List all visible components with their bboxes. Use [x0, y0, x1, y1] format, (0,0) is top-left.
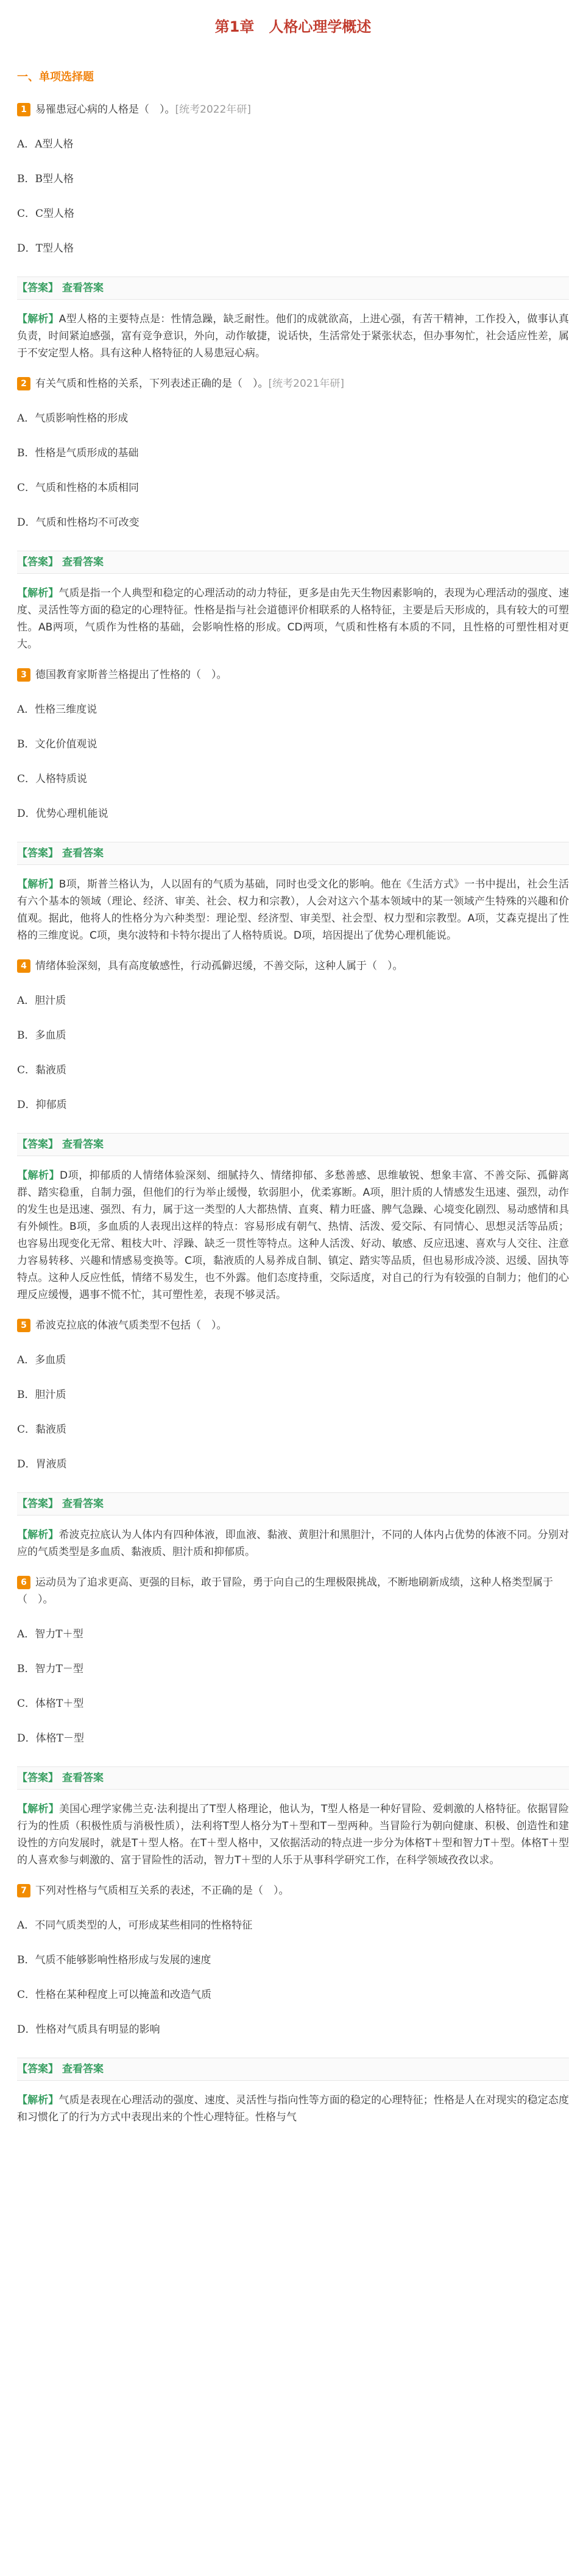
- option-item: D．优势心理机能说: [17, 808, 108, 820]
- option-item: B．多血质: [17, 1029, 66, 1042]
- analysis-text: [17, 2092, 569, 2126]
- option-item: C．黏液质: [17, 1064, 67, 1076]
- option-item: D．胃液质: [17, 1458, 67, 1470]
- view-answer-link[interactable]: 查看答案: [62, 556, 104, 568]
- answer-label: 【答案】: [17, 282, 58, 294]
- option-item: C．体格T＋型: [17, 1698, 84, 1710]
- option-item: B．智力T－型: [17, 1663, 83, 1675]
- option-item: D．抑郁质: [17, 1099, 67, 1111]
- question-number-badge: 7: [17, 1884, 30, 1897]
- analysis-body: D项，抑郁质的人情绪体验深刻、细腻持久、情绪抑郁、多愁善感、思维敏锐、想象丰富、不善交际、孤僻离群、踏实稳重，自制力强，但他们的行为举止缓慢，软弱胆小，优柔寡断。A项，胆汁质的人情感发生迅速、强烈，动作的发生也是迅速、强烈、有力，属于这一类型的人大都热情、直爽、精力旺盛、脾气急躁、心境变化剧烈、易动感情和具有外倾性。B项，多血质的人表现出这样的特点：容易形成有朝气、热情、活泼、爱交际、有同情心、思想灵活等品质；也容易出现变化无常、粗枝大叶、浮躁、缺乏一贯性等特点。这种人活泼、好动、敏感、反应迅速、喜欢与人交往、注意力容易转移、兴趣和情感易变换等。C项，黏液质的人易养成自制、镇定、踏实等品质，但也易形成冷淡、迟缓、固执等特点。这种人反应性低，情绪不易发生，也不外露。他们态度持重，交际适度，对自己的行为有较强的自制力；他们的心理反应缓慢，遇事不慌不忙，其可塑性差，表现不够灵活。: [17, 1170, 570, 1301]
- answer-bar: [17, 551, 569, 574]
- analysis-label: 【解析】: [17, 587, 59, 599]
- option-item: C．气质和性格的本质相同: [17, 482, 139, 494]
- option-item: B．胆汁质: [17, 1389, 66, 1401]
- option-item: A．不同气质类型的人，可形成某些相同的性格特征: [17, 1919, 253, 1932]
- analysis-text: [17, 1167, 569, 1304]
- question-stem: [17, 1317, 569, 1334]
- analysis-label: 【解析】: [17, 1803, 59, 1815]
- analysis-body: 气质是指一个人典型和稳定的心理活动的动力特征，更多是由先天生物因素影响的，表现为心理活动的强度、速度、灵活性等方面的稳定的心理特征。性格是指与社会道德评价相联系的人格特征，主要是后天形成的，具有较大的可塑性。AB两项，气质作为性格的基础，会影响性格的形成。CD两项，气质和性格有本质的不同，且性格的可塑性相对更大。: [17, 587, 570, 651]
- option-item: D．气质和性格均不可改变: [17, 517, 139, 529]
- question-item: [17, 375, 569, 653]
- answer-bar: [17, 1133, 569, 1156]
- view-answer-link[interactable]: 查看答案: [62, 1772, 104, 1784]
- option-item: B．性格是气质形成的基础: [17, 447, 139, 459]
- question-source: [统考2021年研]: [268, 378, 345, 390]
- question-stem: [17, 101, 569, 118]
- analysis-body: 美国心理学家佛兰克·法利提出了T型人格理论，他认为，T型人格是一种好冒险、爱刺激的人格特征。依据冒险行为的性质（积极性质与消极性质），法利将T型人格分为T＋型和T－型两种。当冒险行为朝向健康、积极、创造性和建设性的方向发展时，就是T＋型人格。在T＋型人格中，又依据活动的特点进一步分为体格T＋型和智力T＋型。体格T＋型的人喜欢参与刺激的、富于冒险性的活动，智力T＋型的人乐于从事科学研究工作，在科学领域孜孜以求。: [17, 1803, 569, 1866]
- question-stem: [17, 1574, 569, 1608]
- option-item: C．性格在某种程度上可以掩盖和改造气质: [17, 1989, 212, 2001]
- option-item: C．C型人格: [17, 208, 75, 220]
- question-text: 有关气质和性格的关系，下列表述正确的是（ ）。: [35, 378, 269, 390]
- option-item: D．性格对气质具有明显的影响: [17, 2024, 160, 2036]
- option-item: C．黏液质: [17, 1424, 67, 1436]
- analysis-body: 气质是表现在心理活动的强度、速度、灵活性与指向性等方面的稳定的心理特征；性格是人在对现实的稳定态度和习惯化了的行为方式中表现出来的个性心理特征。性格与气: [17, 2094, 570, 2123]
- question-list: [17, 101, 569, 2126]
- analysis-body: B项，斯普兰格认为，人以固有的气质为基础，同时也受文化的影响。他在《生活方式》一书中提出，社会生活有六个基本的领域（理论、经济、审美、社会、权力和宗教），人会对这六个基本领域中的某一领域产生特殊的兴趣和价值观。据此，他将人的性格分为六种类型：理论型、经济型、审美型、社会型、权力型和宗教型。A项，艾森克提出了性格的三维度说。C项，奥尔波特和卡特尔提出了人格特质说。D项，培因提出了优势心理机能说。: [17, 878, 569, 942]
- analysis-text: [17, 1526, 569, 1561]
- answer-label: 【答案】: [17, 556, 58, 568]
- option-item: A．多血质: [17, 1354, 66, 1366]
- option-item: A．胆汁质: [17, 995, 66, 1007]
- question-number-badge: 2: [17, 377, 30, 390]
- section-title: 一、单项选择题: [17, 71, 94, 83]
- option-item: D．T型人格: [17, 242, 74, 255]
- question-item: [17, 666, 569, 944]
- answer-bar: [17, 1766, 569, 1790]
- option-item: B．B型人格: [17, 173, 74, 185]
- question-source: [统考2022年研]: [175, 104, 252, 116]
- analysis-label: 【解析】: [17, 313, 59, 325]
- answer-label: 【答案】: [17, 2063, 58, 2075]
- view-answer-link[interactable]: 查看答案: [62, 2063, 104, 2075]
- analysis-label: 【解析】: [17, 878, 59, 891]
- question-stem: [17, 666, 569, 683]
- answer-bar: [17, 277, 569, 300]
- analysis-body: A型人格的主要特点是：性情急躁，缺乏耐性。他们的成就欲高，上进心强，有苦干精神，工作投入，做事认真负责，时间紧迫感强，富有竞争意识，外向，动作敏捷，说话快，生活常处于紧张状态，但办事匆忙，社会适应性差，属于不安定型人格。具有这种人格特征的人易患冠心病。: [17, 313, 569, 359]
- option-item: A．性格三维度说: [17, 704, 97, 716]
- answer-label: 【答案】: [17, 1138, 58, 1151]
- option-item: A．A型人格: [17, 138, 74, 150]
- option-item: B．文化价值观说: [17, 738, 97, 750]
- view-answer-link[interactable]: 查看答案: [62, 1498, 104, 1510]
- question-text: 希波克拉底的体液气质类型不包括（ ）。: [35, 1319, 227, 1332]
- question-text: 情绪体验深刻，具有高度敏感性，行动孤僻迟缓，不善交际，这种人属于（ ）。: [35, 960, 403, 972]
- option-item: C．人格特质说: [17, 773, 88, 785]
- question-number-badge: 4: [17, 959, 30, 973]
- view-answer-link[interactable]: 查看答案: [62, 1138, 104, 1151]
- option-item: B．气质不能够影响性格形成与发展的速度: [17, 1954, 211, 1966]
- question-text: 德国教育家斯普兰格提出了性格的（ ）。: [35, 669, 227, 681]
- question-number-badge: 5: [17, 1319, 30, 1332]
- question-item: [17, 958, 569, 1304]
- question-text: 运动员为了追求更高、更强的目标，敢于冒险，勇于向自己的生理极限挑战，不断地刷新成绩，这种人格类型属于（ ）。: [17, 1576, 553, 1606]
- analysis-text: [17, 1801, 569, 1869]
- question-stem: [17, 375, 569, 392]
- question-number-badge: 3: [17, 668, 30, 682]
- option-item: A．智力T＋型: [17, 1628, 83, 1640]
- view-answer-link[interactable]: 查看答案: [62, 282, 104, 294]
- question-stem: [17, 1882, 569, 1899]
- question-item: [17, 101, 569, 362]
- answer-bar: [17, 1492, 569, 1516]
- analysis-text: [17, 585, 569, 653]
- analysis-body: 希波克拉底认为人体内有四种体液，即血液、黏液、黄胆汁和黑胆汁，不同的人体内占优势的体液不同。分别对应的气质类型是多血质、黏液质、胆汁质和抑郁质。: [17, 1529, 570, 1558]
- view-answer-link[interactable]: 查看答案: [62, 847, 104, 859]
- question-stem: [17, 958, 569, 975]
- analysis-text: [17, 311, 569, 362]
- answer-bar: [17, 2058, 569, 2081]
- analysis-label: 【解析】: [17, 1170, 60, 1182]
- analysis-label: 【解析】: [17, 2094, 59, 2106]
- question-number-badge: 1: [17, 103, 30, 116]
- question-item: [17, 1882, 569, 2126]
- answer-label: 【答案】: [17, 1772, 58, 1784]
- question-item: [17, 1574, 569, 1869]
- question-item: [17, 1317, 569, 1561]
- answer-bar: [17, 842, 569, 865]
- chapter-title: 第1章 人格心理学概述: [214, 18, 372, 35]
- analysis-text: [17, 876, 569, 944]
- question-text: 下列对性格与气质相互关系的表述，不正确的是（ ）。: [35, 1885, 289, 1897]
- question-text: 易罹患冠心病的人格是（ ）。: [35, 104, 175, 116]
- analysis-label: 【解析】: [17, 1529, 59, 1541]
- answer-label: 【答案】: [17, 847, 58, 859]
- answer-label: 【答案】: [17, 1498, 58, 1510]
- option-item: D．体格T－型: [17, 1732, 84, 1745]
- question-number-badge: 6: [17, 1576, 30, 1589]
- option-item: A．气质影响性格的形成: [17, 412, 129, 425]
